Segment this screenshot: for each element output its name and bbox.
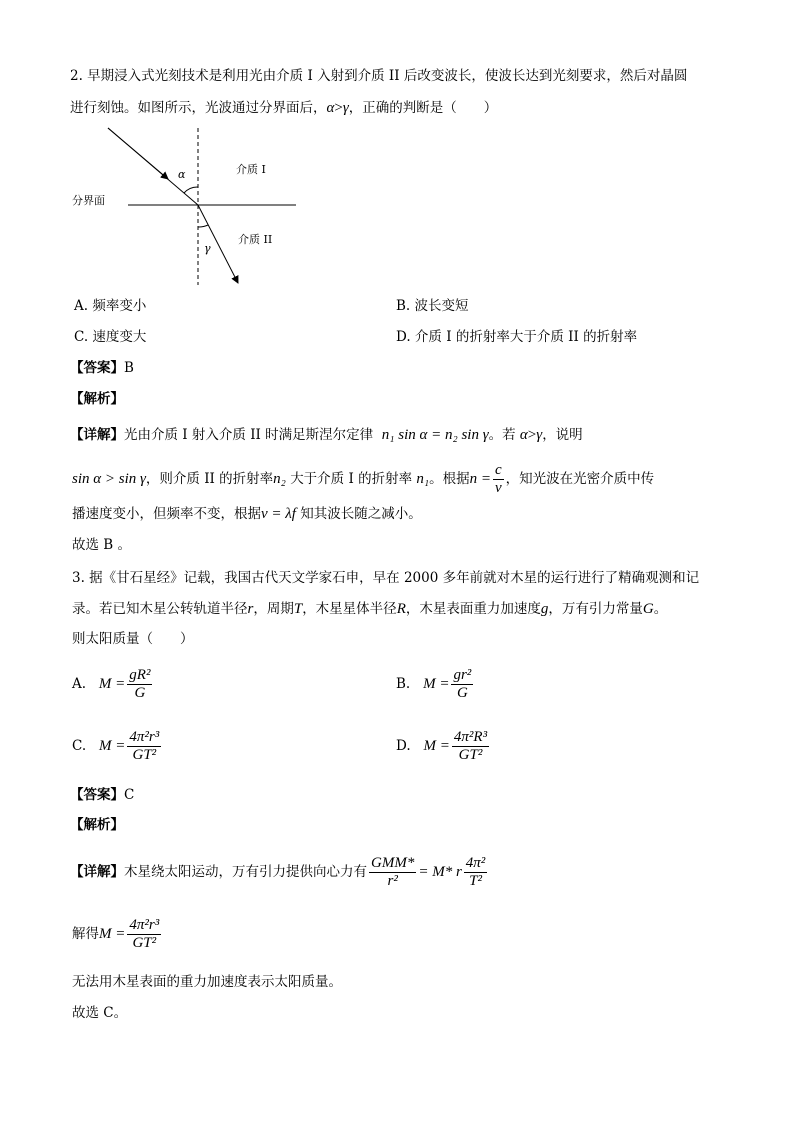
- frac-num: gR²: [129, 667, 151, 683]
- gamma-arc: [198, 225, 208, 227]
- answer-tag: 【答案】: [70, 787, 124, 803]
- frac-den: T²: [464, 872, 488, 890]
- q3-stem-text: ，万有引力常量: [548, 601, 643, 617]
- q2-stem-tail: ，正确的判断是（ ）: [348, 100, 498, 116]
- option-b-fraction: [451, 667, 473, 702]
- sine-compare: sin α > sin γ: [72, 471, 146, 487]
- frac-den: G: [451, 684, 473, 702]
- option-label: B.: [396, 676, 411, 692]
- option-label: C.: [72, 738, 87, 754]
- formula-lhs: M =: [99, 926, 126, 942]
- q3-detail-line3: 无法用木星表面的重力加速度表示太阳质量。: [72, 974, 342, 990]
- gamma-symbol: γ: [342, 100, 349, 116]
- gamma-symbol: γ: [536, 427, 543, 443]
- medium1-label: 介质 I: [236, 163, 266, 176]
- centripetal-fraction: [464, 855, 488, 890]
- option-d-fraction: [452, 729, 489, 764]
- analysis-tag: 【解析】: [70, 817, 124, 833]
- frac-den: G: [127, 684, 152, 702]
- wave-formula: v = λf: [261, 506, 296, 522]
- R-symbol: R: [396, 601, 406, 617]
- result-fraction: [127, 917, 161, 952]
- formula-lhs: M =: [99, 738, 126, 754]
- gt-symbol: >: [334, 100, 343, 116]
- r-symbol: r: [247, 601, 254, 617]
- q2-option-a: A. 频率变小: [74, 298, 147, 314]
- q3-analysis-tag: [70, 815, 124, 835]
- option-label: D.: [396, 738, 411, 754]
- frac-num: gr²: [453, 667, 472, 683]
- q3-stem-line2: [72, 599, 667, 619]
- q2-detail-line2: [72, 462, 654, 497]
- q3-stem-text: 录。若已知木星公转轨道半径: [72, 601, 248, 617]
- n1-symbol: n₁: [416, 471, 430, 487]
- detail-text: 木星绕太阳运动，万有引力提供向心力有: [124, 864, 367, 880]
- q3-conclusion: 故选 C。: [72, 1005, 128, 1021]
- q3-stem-text: 。: [653, 601, 668, 617]
- frac-num: 4π²r³: [129, 917, 160, 933]
- detail-text: 。若: [488, 427, 516, 443]
- q2-stem-text: 进行刻蚀。如图所示，光波通过分界面后，: [70, 100, 327, 116]
- q2-answer: [70, 358, 134, 378]
- frac-den: r²: [369, 872, 416, 890]
- centripetal-lhs: = M* r: [418, 864, 462, 880]
- q2-option-d: D. 介质 I 的折射率大于介质 II 的折射率: [396, 329, 638, 345]
- q2-option-b: B. 波长变短: [396, 298, 469, 314]
- snell-formula: n₁ sin α = n₂ sin γ: [381, 427, 489, 443]
- G-symbol: G: [642, 601, 654, 617]
- frac-num: 4π²: [465, 855, 486, 871]
- frac-den: GT²: [127, 746, 161, 764]
- incident-arrow: [108, 128, 168, 179]
- q3-detail-line1: [70, 852, 489, 892]
- answer-value: C: [124, 787, 135, 803]
- q2-option-c: C. 速度变大: [74, 329, 147, 345]
- q2-stem-line1: 2. 早期浸入式光刻技术是利用光由介质 I 入射到介质 II 后改变波长，使波长达到光刻要求，然后对晶圆: [70, 68, 688, 84]
- q3-option-b: [396, 666, 475, 702]
- alpha-arc: [184, 187, 198, 193]
- detail-text: ，说明: [542, 427, 583, 443]
- formula-lhs: M =: [423, 738, 450, 754]
- n-equals: n =: [469, 471, 491, 487]
- frac-num: GMM*: [371, 855, 415, 871]
- gt-symbol: >: [527, 427, 537, 443]
- q3-option-d: [396, 728, 491, 764]
- alpha-symbol: α: [519, 427, 528, 443]
- option-a-fraction: [127, 667, 152, 702]
- q3-stem-line3: 则太阳质量（ ）: [72, 631, 194, 647]
- refraction-diagram: [60, 120, 310, 295]
- n2-symbol: n₂: [273, 471, 286, 487]
- gamma-label: γ: [204, 242, 211, 255]
- q2-detail-line1: [70, 425, 583, 445]
- q2-analysis-tag: [70, 389, 124, 409]
- detail-text: 。根据: [429, 471, 470, 487]
- T-symbol: T: [293, 601, 303, 617]
- formula-lhs: M =: [423, 676, 450, 692]
- q3-option-c: [72, 728, 163, 764]
- detail-text: 播速度变小，但频率不变，根据: [72, 506, 261, 522]
- q3-stem-text: ，周期: [253, 601, 294, 617]
- detail-text: 知其波长随之减小。: [300, 506, 422, 522]
- frac-num: 4π²R³: [453, 729, 488, 745]
- frac-num: c: [495, 462, 502, 478]
- q2-conclusion: 故选 B 。: [72, 537, 132, 553]
- c-over-v: [493, 462, 504, 497]
- frac-num: 4π²r³: [129, 729, 160, 745]
- detail-tag: 【详解】: [70, 427, 124, 443]
- alpha-label: α: [178, 168, 186, 181]
- detail-text: 解得: [72, 926, 99, 942]
- q3-detail-line2: [72, 914, 163, 954]
- detail-text: 光由介质 I 射入介质 II 时满足斯涅尔定律: [124, 427, 374, 443]
- frac-den: v: [495, 480, 502, 496]
- g-symbol: g: [540, 601, 549, 617]
- q2-stem-line2: [70, 98, 497, 118]
- alpha-symbol: α: [326, 100, 335, 116]
- q2-detail-line3: [72, 504, 422, 524]
- detail-text: ，知光波在光密介质中传: [505, 471, 655, 487]
- frac-den: GT²: [127, 934, 161, 952]
- q3-stem-text: ，木星星体半径: [302, 601, 397, 617]
- frac-den: GT²: [452, 746, 489, 764]
- option-label: A.: [72, 676, 87, 692]
- option-c-fraction: [127, 729, 161, 764]
- q3-stem-line1: 3. 据《甘石星经》记载，我国古代天文学家石申，早在 2000 多年前就对木星的运行进行了精确观测和记: [72, 570, 700, 586]
- detail-text: 大于介质 I 的折射率: [290, 471, 413, 487]
- detail-tag: 【详解】: [70, 864, 124, 880]
- interface-label: 分界面: [72, 194, 105, 207]
- answer-value: B: [124, 360, 134, 376]
- gravity-fraction: [369, 855, 416, 890]
- q3-option-a: [72, 666, 154, 702]
- detail-text: ，则介质 II 的折射率: [145, 471, 274, 487]
- q3-answer: [70, 785, 134, 805]
- medium2-label: 介质 II: [238, 233, 273, 246]
- analysis-tag: 【解析】: [70, 391, 124, 407]
- formula-lhs: M =: [98, 676, 126, 692]
- answer-tag: 【答案】: [70, 360, 124, 376]
- q3-stem-text: ，木星表面重力加速度: [405, 601, 541, 617]
